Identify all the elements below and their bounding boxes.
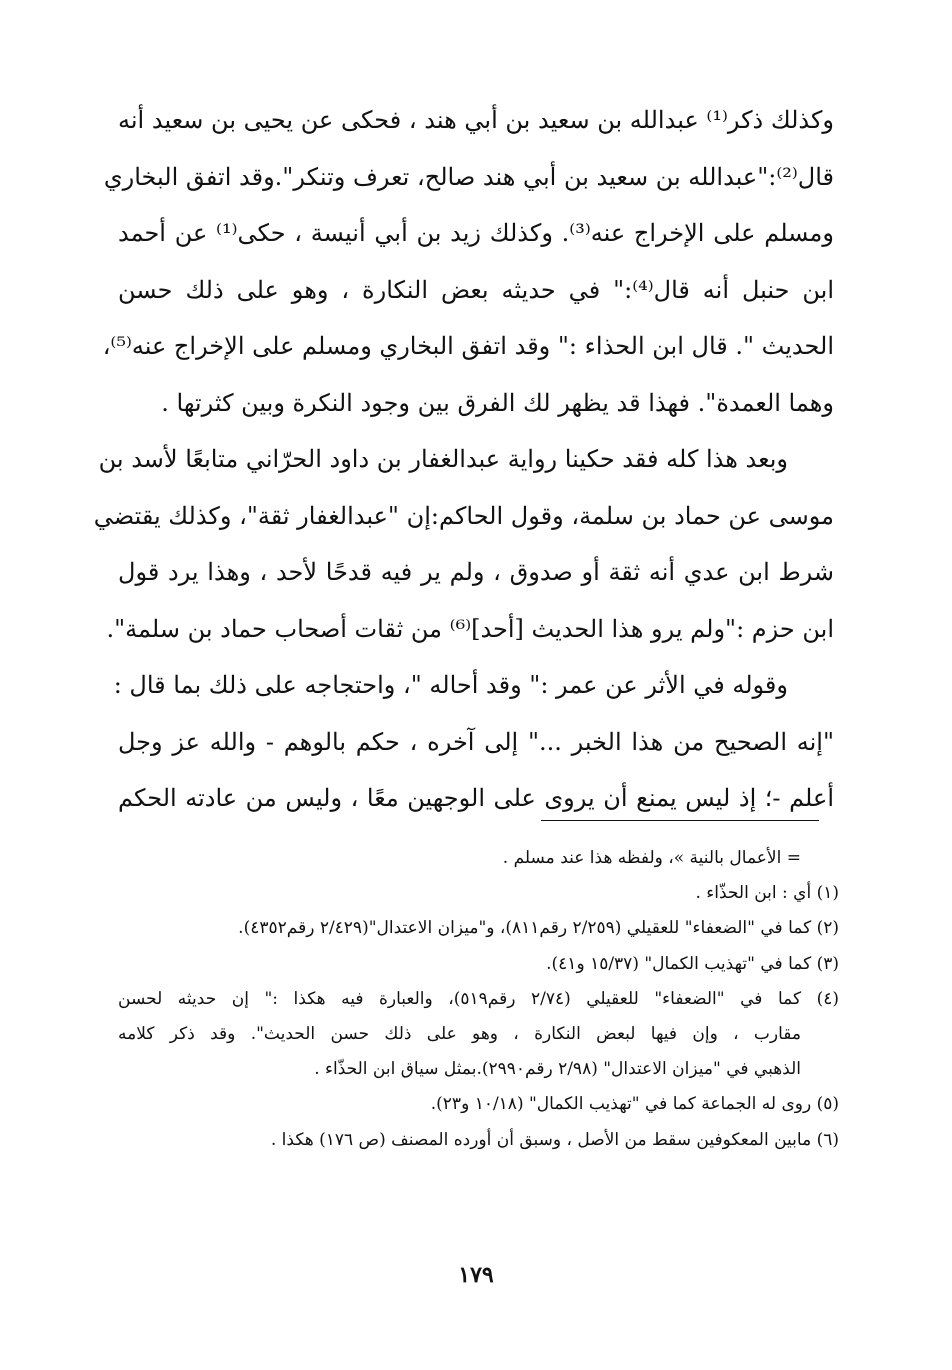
main-text-line: الحديث ". قال ابن الحذاء :" وقد اتفق البخاري ومسلم على الإخراج عنه⁽⁵⁾، [102,332,834,360]
footnote-divider [541,820,819,821]
main-text-line: ومسلم على الإخراج عنه⁽³⁾. وكذلك زيد بن أبي أنيسة ، حكى⁽¹⁾ عن أحمد [118,219,834,247]
main-text-line: وقوله في الأثر عن عمر :" وقد أحاله "، واحتجاجه على ذلك بما قال : [113,671,788,699]
main-text-line: "إنه الصحيح من هذا الخبر ..." إلى آخره ، حكم بالوهم - والله عز وجل [118,727,834,756]
main-text-line: موسى عن حماد بن سلمة، وقول الحاكم:إن "عبدالغفار ثقة"، وكذلك يقتضي [93,501,834,530]
footnote-line: مقارب ، وإن فيها لبعض النكارة ، وهو على ذلك حسن الحديث". وقد ذكر كلامه [118,1023,802,1044]
footnote-line: الذهبي في "ميزان الاعتدال" (٢/٩٨ رقم٢٩٩٠).بمثل سياق ابن الحذّاء . [314,1059,801,1080]
footnote-line: = الأعمال بالنية »، ولفظه هذا عند مسلم . [502,848,801,868]
main-text-line: شرط ابن عدي أنه ثقة أو صدوق ، ولم ير فيه قدحًا لأحد ، وهذا يرد قول [118,558,834,586]
main-text-line: قال⁽²⁾:"عبدالله بن سعيد بن أبي هند صالح، تعرف وتنكر".وقد اتفق البخاري [103,162,834,191]
main-text-line: أعلم -؛ إذ ليس يمنع أن يروى على الوجهين معًا ، وليس من عادته الحكم [118,784,834,812]
main-text-line: وبعد هذا كله فقد حكينا رواية عبدالغفار بن داود الحرّاني متابعًا لأسد بن [98,445,788,473]
footnote-line: (٥) روى له الجماعة كما في "تهذيب الكمال" (١٠/١٨ و٢٣). [430,1094,839,1115]
page-number: ١٧٩ [458,1262,494,1288]
footnote-line: (٦) مابين المعكوفين سقط من الأصل ، وسبق أن أورده المصنف (ص ١٧٦) هكذا . [270,1129,839,1150]
footnote-line: (٣) كما في "تهذيب الكمال" (١٥/٣٧ و٤١). [546,953,839,974]
footnote-line: (٢) كما في "الضعفاء" للعقيلي (٢/٢٥٩ رقم٨١١)، و"ميزان الاعتدال"(٢/٤٢٩ رقم٤٣٥٢). [238,918,839,939]
footnotes-section [118,841,839,1158]
main-text-line: ابن حنبل أنه قال⁽⁴⁾:" في حديثه بعض النكارة ، وهو على ذلك حسن [118,275,834,304]
footnote-line: (١) أي : ابن الحذّاء . [695,883,839,904]
main-text-line: ابن حزم :"ولم يرو هذا الحديث [أحد]⁽⁶⁾ من ثقات أصحاب حماد بن سلمة". [106,614,834,643]
main-text-body [93,92,835,827]
main-text-line: وكذلك ذكر⁽¹⁾ عبدالله بن سعيد بن أبي هند ، فحكى عن يحيى بن سعيد أنه [118,106,835,134]
footnote-line: (٤) كما في "الضعفاء" للعقيلي (٢/٧٤ رقم٥١٩)، والعبارة فيه هكذا :" إن حديثه لحسن [118,988,839,1009]
main-text-line: وهما العمدة". فهذا قد يظهر لك الفرق بين وجود النكرة وبين كثرتها . [161,388,834,417]
